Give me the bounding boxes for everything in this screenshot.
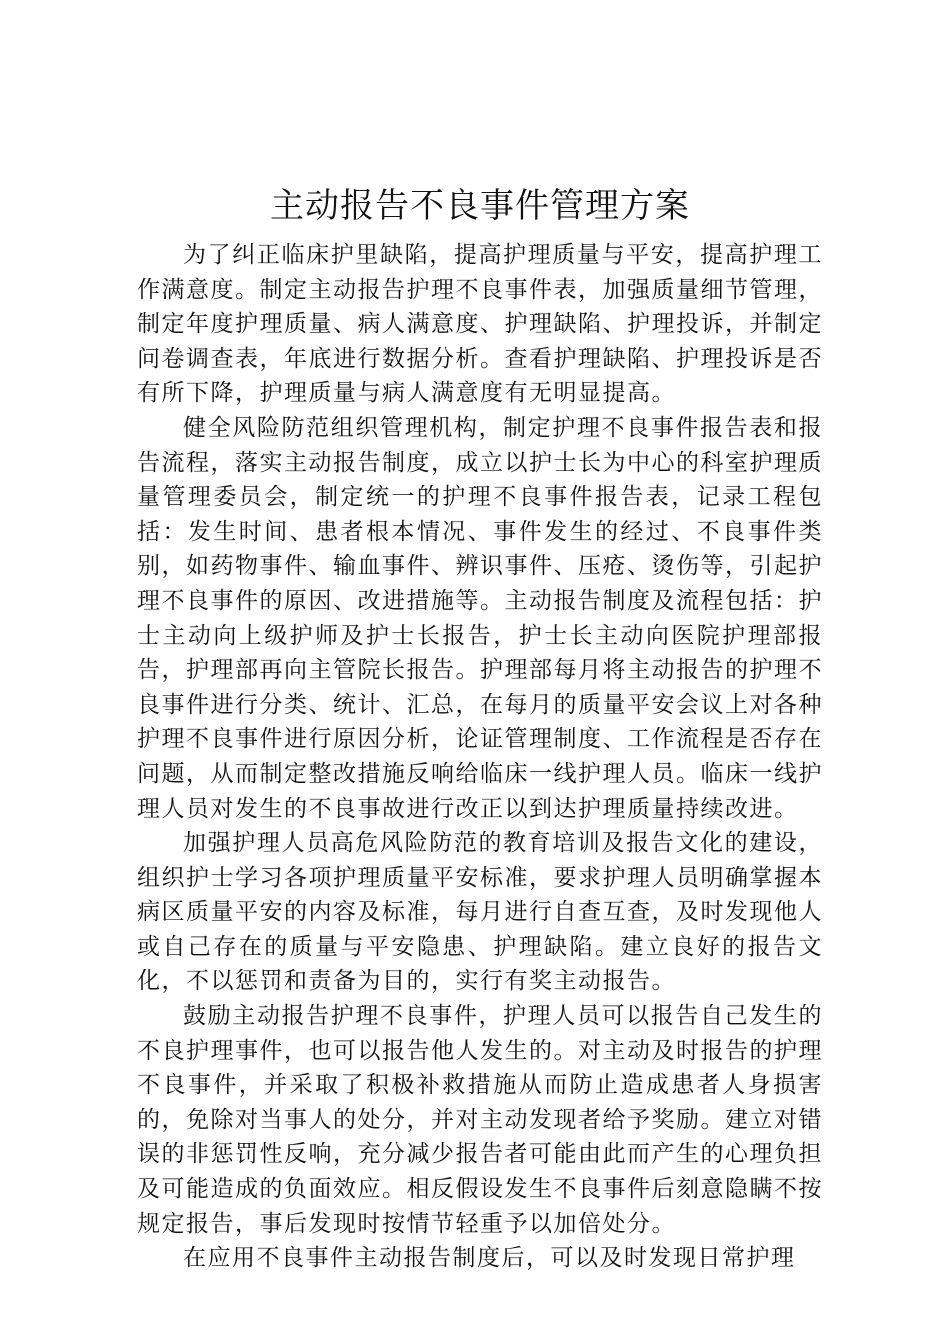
document-body bbox=[137, 238, 823, 1276]
paragraph-4: 鼓励主动报告护理不良事件，护理人员可以报告自己发生的不良护理事件，也可以报告他人发生的。对主动及时报告的护理不良事件，并采取了积极补救措施从而防止造成患者人身损害的，免除对当事人的处分，并对主动发现者给予奖励。建立对错误的非惩罚性反响，充分减少报告者可能由此而产生的心理负担及可能造成的负面效应。相反假设发生不良事件后刻意隐瞒不按规定报告，事后发现时按情节轻重予以加倍处分。 bbox=[137, 1003, 823, 1237]
paragraph-2: 健全风险防范组织管理机构，制定护理不良事件报告表和报告流程，落实主动报告制度，成立以护士长为中心的科室护理质量管理委员会，制定统一的护理不良事件报告表，记录工程包括：发生时间、患者根本情况、事件发生的经过、不良事件类别，如药物事件、输血事件、辨识事件、压疮、烫伤等，引起护理不良事件的原因、改进措施等。主动报告制度及流程包括：护士主动向上级护师及护士长报告，护士长主动向医院护理部报告，护理部再向主管院长报告。护理部每月将主动报告的护理不良事件进行分类、统计、汇总，在每月的质量平安会议上对各种护理不良事件进行原因分析，论证管理制度、工作流程是否存在问题，从而制定整改措施反响给临床一线护理人员。临床一线护理人员对发生的不良事故进行改正以到达护理质量持续改进。 bbox=[137, 414, 823, 822]
paragraph-3: 加强护理人员高危风险防范的教育培训及报告文化的建设，组织护士学习各项护理质量平安标准，要求护理人员明确掌握本病区质量平安的内容及标准，每月进行自查互查，及时发现他人或自己存在的质量与平安隐患、护理缺陷。建立良好的报告文化，不以惩罚和责备为目的，实行有奖主动报告。 bbox=[137, 830, 823, 995]
paragraph-1: 为了纠正临床护里缺陷，提高护理质量与平安，提高护理工作满意度。制定主动报告护理不良事件表，加强质量细节管理，制定年度护理质量、病人满意度、护理缺陷、护理投诉，并制定问卷调查表，年底进行数据分析。查看护理缺陷、护理投诉是否有所下降，护理质量与病人满意度有无明显提高。 bbox=[137, 242, 823, 407]
paragraph-5: 在应用不良事件主动报告制度后，可以及时发现日常护理 bbox=[183, 1245, 796, 1272]
document-title: 主动报告不良事件管理方案 bbox=[270, 186, 690, 226]
